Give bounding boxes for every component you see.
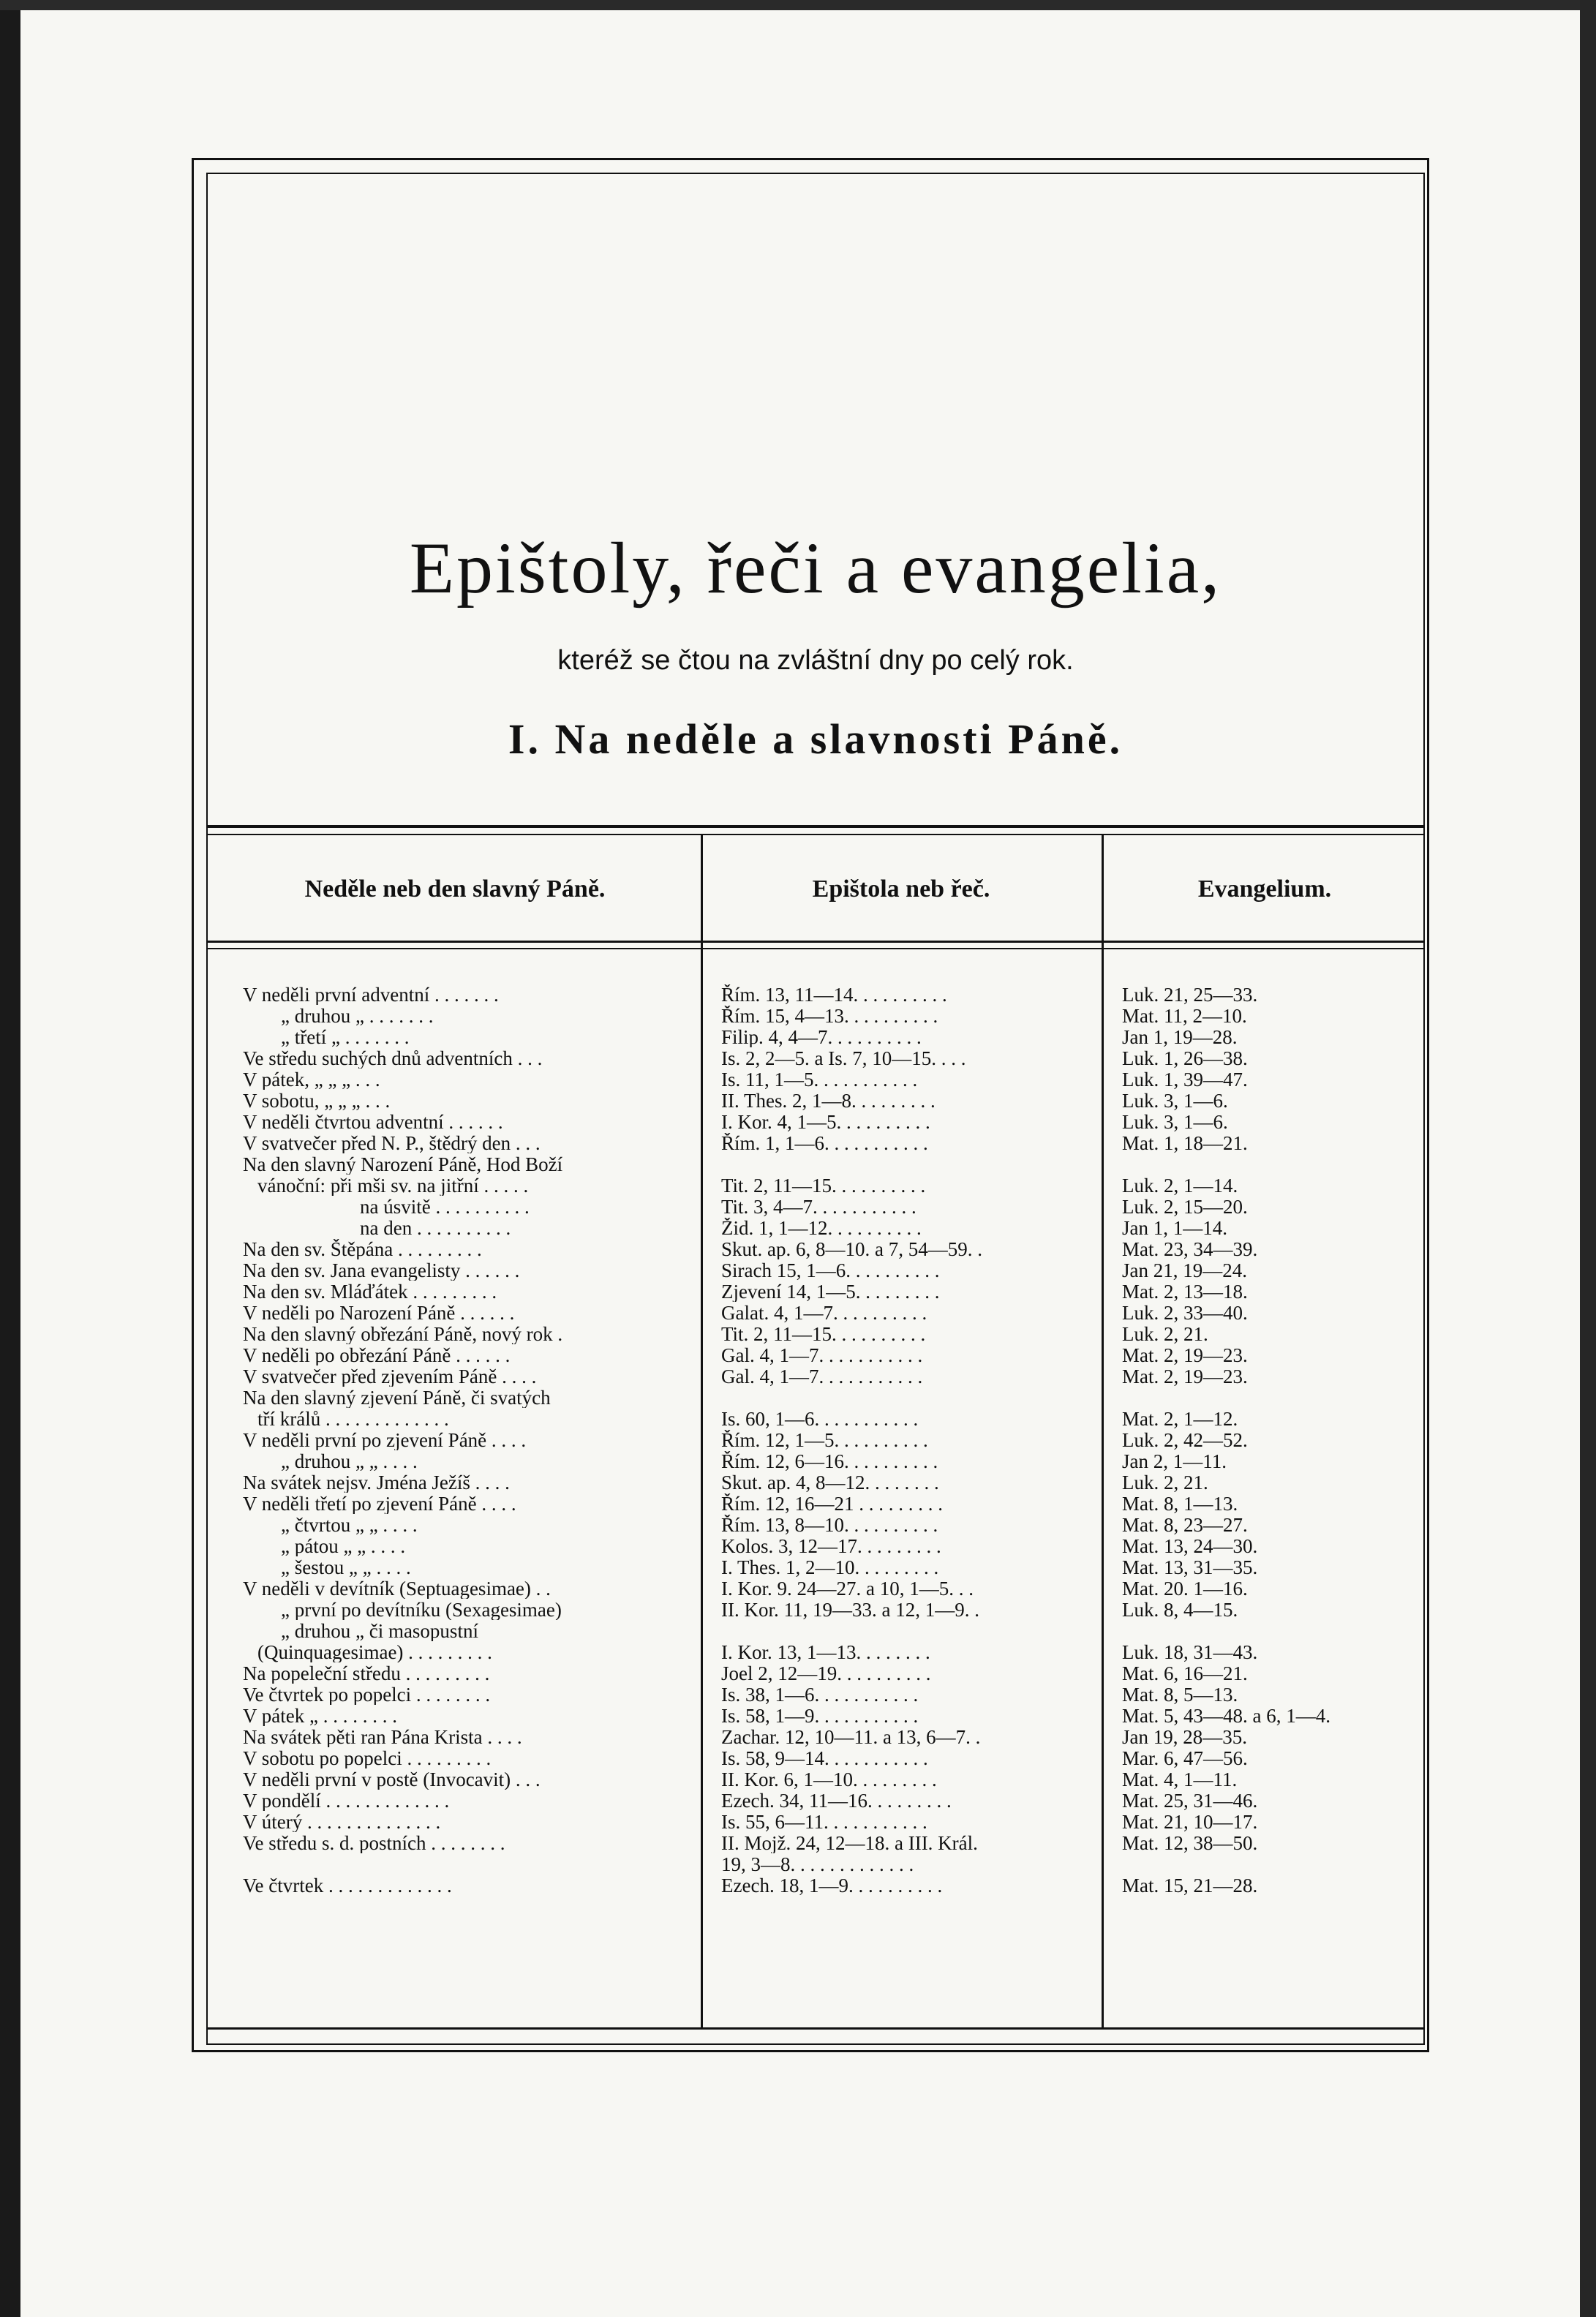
row-gospel-cell: Mat. 6, 16—21.	[1122, 1663, 1248, 1684]
row-day-cell: V sobotu po popelci . . . . . . . . .	[243, 1748, 492, 1768]
row-day-cell: V svatvečer před N. P., štědrý den . . .	[243, 1133, 541, 1153]
row-epistle-cell: Is. 38, 1—6. . . . . . . . . . .	[721, 1684, 919, 1705]
row-epistle-cell: Řím. 13, 11—14. . . . . . . . . .	[721, 984, 947, 1005]
column-divider-2	[1102, 835, 1104, 2029]
row-epistle-cell: 19, 3—8. . . . . . . . . . . . .	[721, 1854, 914, 1875]
header-rule-top	[206, 825, 1425, 828]
row-day-cell: „ druhou „ či masopustní	[281, 1621, 478, 1641]
row-day-cell: V neděli první v postě (Invocavit) . . .	[243, 1769, 541, 1790]
row-day-cell: V neděli v devítník (Septuagesimae) . .	[243, 1578, 551, 1599]
row-gospel-cell: Mat. 2, 19—23.	[1122, 1366, 1248, 1387]
row-day-cell: „ pátou „ „ . . . .	[281, 1536, 406, 1556]
row-epistle-cell: Is. 60, 1—6. . . . . . . . . . .	[721, 1409, 919, 1429]
row-gospel-cell: Luk. 1, 39—47.	[1122, 1069, 1248, 1090]
row-gospel-cell: Mat. 2, 13—18.	[1122, 1281, 1248, 1302]
row-day-cell: V neděli po obřezání Páně . . . . . .	[243, 1345, 511, 1365]
row-day-cell: „ druhou „ „ . . . .	[281, 1451, 418, 1472]
row-day-cell: Na den slavný Narození Páně, Hod Boží	[243, 1154, 563, 1175]
row-day-cell: Na den sv. Štěpána . . . . . . . . .	[243, 1239, 482, 1259]
row-epistle-cell: Is. 58, 1—9. . . . . . . . . . .	[721, 1706, 919, 1726]
row-epistle-cell: Skut. ap. 4, 8—12. . . . . . . .	[721, 1472, 939, 1493]
row-gospel-cell: Luk. 2, 21.	[1122, 1324, 1208, 1344]
scan-edge-left	[0, 0, 20, 2317]
row-epistle-cell: II. Mojž. 24, 12—18. a III. Král.	[721, 1833, 978, 1853]
row-epistle-cell: I. Kor. 4, 1—5. . . . . . . . . .	[721, 1112, 930, 1132]
row-day-cell: Na svátek nejsv. Jména Ježíš . . . .	[243, 1472, 510, 1493]
row-day-cell: V neděli první adventní . . . . . . .	[243, 984, 499, 1005]
row-epistle-cell: Sirach 15, 1—6. . . . . . . . . .	[721, 1260, 940, 1281]
row-gospel-cell: Mat. 4, 1—11.	[1122, 1769, 1238, 1790]
row-gospel-cell: Jan 2, 1—11.	[1122, 1451, 1227, 1472]
row-epistle-cell: Is. 55, 6—11. . . . . . . . . . .	[721, 1812, 927, 1832]
row-epistle-cell: II. Thes. 2, 1—8. . . . . . . . .	[721, 1090, 936, 1111]
row-day-cell: V neděli po Narození Páně . . . . . .	[243, 1303, 515, 1323]
row-day-cell: Na den slavný zjevení Páně, či svatých	[243, 1387, 551, 1408]
row-day-cell: (Quinquagesimae) . . . . . . . . .	[257, 1642, 492, 1662]
header-rule-bottom	[206, 941, 1425, 943]
row-gospel-cell: Jan 19, 28—35.	[1122, 1727, 1247, 1747]
row-epistle-cell: I. Thes. 1, 2—10. . . . . . . . .	[721, 1557, 939, 1578]
row-epistle-cell: Zjevení 14, 1—5. . . . . . . . .	[721, 1281, 940, 1302]
row-epistle-cell: II. Kor. 11, 19—33. a 12, 1—9. .	[721, 1600, 979, 1620]
row-day-cell: „ šestou „ „ . . . .	[281, 1557, 411, 1578]
row-gospel-cell: Luk. 18, 31—43.	[1122, 1642, 1258, 1662]
row-day-cell: „ čtvrtou „ „ . . . .	[281, 1515, 418, 1535]
row-gospel-cell: Mat. 2, 19—23.	[1122, 1345, 1248, 1365]
row-gospel-cell: Luk. 2, 33—40.	[1122, 1303, 1248, 1323]
row-epistle-cell: Řím. 1, 1—6. . . . . . . . . . .	[721, 1133, 928, 1153]
row-epistle-cell: Is. 2, 2—5. a Is. 7, 10—15. . . .	[721, 1048, 966, 1069]
row-gospel-cell: Jan 1, 19—28.	[1122, 1027, 1238, 1047]
row-day-cell: V úterý . . . . . . . . . . . . . .	[243, 1812, 441, 1832]
column-header-gospel: Evangelium.	[1197, 875, 1332, 903]
row-epistle-cell: Řím. 12, 16—21 . . . . . . . . .	[721, 1493, 944, 1514]
column-header-epistle: Epištola neb řeč.	[812, 875, 990, 903]
row-day-cell: Na den sv. Mláďátek . . . . . . . . .	[243, 1281, 497, 1302]
row-day-cell: tří králů . . . . . . . . . . . . .	[257, 1409, 449, 1429]
row-gospel-cell: Mat. 8, 5—13.	[1122, 1684, 1238, 1705]
row-gospel-cell: Mat. 15, 21—28.	[1122, 1875, 1258, 1896]
row-gospel-cell: Luk. 3, 1—6.	[1122, 1112, 1228, 1132]
row-gospel-cell: Luk. 21, 25—33.	[1122, 984, 1258, 1005]
table-rule-bottom	[206, 2027, 1425, 2030]
row-epistle-cell: Is. 58, 9—14. . . . . . . . . . .	[721, 1748, 928, 1768]
row-day-cell: „ třetí „ . . . . . . .	[281, 1027, 410, 1047]
row-epistle-cell: Tit. 2, 11—15. . . . . . . . . .	[721, 1175, 926, 1196]
row-epistle-cell: Ezech. 34, 11—16. . . . . . . . .	[721, 1790, 952, 1811]
row-epistle-cell: Řím. 12, 1—5. . . . . . . . . .	[721, 1430, 928, 1450]
scan-edge-right	[1580, 0, 1596, 2317]
row-day-cell: Ve čtvrtek . . . . . . . . . . . . .	[243, 1875, 452, 1896]
row-gospel-cell: Luk. 2, 42—52.	[1122, 1430, 1248, 1450]
row-epistle-cell: Tit. 3, 4—7. . . . . . . . . . .	[721, 1197, 916, 1217]
row-day-cell: na úsvitě . . . . . . . . . .	[360, 1197, 530, 1217]
row-day-cell: Ve středu s. d. postních . . . . . . . .	[243, 1833, 505, 1853]
row-gospel-cell: Mat. 20. 1—16.	[1122, 1578, 1248, 1599]
row-gospel-cell: Luk. 2, 15—20.	[1122, 1197, 1248, 1217]
row-day-cell: V svatvečer před zjevením Páně . . . .	[243, 1366, 537, 1387]
row-epistle-cell: Filip. 4, 4—7. . . . . . . . . .	[721, 1027, 922, 1047]
row-day-cell: Na den sv. Jana evangelisty . . . . . .	[243, 1260, 520, 1281]
row-day-cell: „ první po devítníku (Sexagesimae)	[281, 1600, 562, 1620]
row-epistle-cell: Kolos. 3, 12—17. . . . . . . . .	[721, 1536, 941, 1556]
row-gospel-cell: Mar. 6, 47—56.	[1122, 1748, 1248, 1768]
row-gospel-cell: Mat. 8, 23—27.	[1122, 1515, 1248, 1535]
row-epistle-cell: Is. 11, 1—5. . . . . . . . . . .	[721, 1069, 918, 1090]
row-epistle-cell: II. Kor. 6, 1—10. . . . . . . . .	[721, 1769, 937, 1790]
row-day-cell: V pondělí . . . . . . . . . . . . .	[243, 1790, 450, 1811]
row-day-cell: V neděli třetí po zjevení Páně . . . .	[243, 1493, 516, 1514]
row-gospel-cell: Mat. 13, 24—30.	[1122, 1536, 1258, 1556]
row-day-cell: V neděli první po zjevení Páně . . . .	[243, 1430, 527, 1450]
row-gospel-cell: Mat. 11, 2—10.	[1122, 1006, 1247, 1026]
row-epistle-cell: I. Kor. 9. 24—27. a 10, 1—5. . .	[721, 1578, 974, 1599]
page-title: Epištoly, řeči a evangelia,	[409, 527, 1222, 609]
row-epistle-cell: Žid. 1, 1—12. . . . . . . . . .	[721, 1218, 922, 1238]
row-day-cell: Ve čtvrtek po popelci . . . . . . . .	[243, 1684, 491, 1705]
row-gospel-cell: Jan 1, 1—14.	[1122, 1218, 1227, 1238]
column-header-day: Neděle neb den slavný Páně.	[304, 875, 606, 903]
row-gospel-cell: Luk. 2, 1—14.	[1122, 1175, 1238, 1196]
row-day-cell: vánoční: při mši sv. na jitřní . . . . .	[257, 1175, 529, 1196]
row-gospel-cell: Mat. 2, 1—12.	[1122, 1409, 1238, 1429]
row-epistle-cell: Řím. 12, 6—16. . . . . . . . . .	[721, 1451, 938, 1472]
row-gospel-cell: Mat. 12, 38—50.	[1122, 1833, 1258, 1853]
row-day-cell: V pátek „ . . . . . . . .	[243, 1706, 397, 1726]
header-rule-top-thin	[206, 834, 1425, 835]
row-day-cell: Na den slavný obřezání Páně, nový rok .	[243, 1324, 563, 1344]
row-day-cell: V pátek, „ „ „ . . .	[243, 1069, 380, 1090]
row-day-cell: „ druhou „ . . . . . . .	[281, 1006, 434, 1026]
row-epistle-cell: Zachar. 12, 10—11. a 13, 6—7. .	[721, 1727, 981, 1747]
row-epistle-cell: I. Kor. 13, 1—13. . . . . . . .	[721, 1642, 930, 1662]
row-gospel-cell: Mat. 1, 18—21.	[1122, 1133, 1248, 1153]
row-epistle-cell: Joel 2, 12—19. . . . . . . . . .	[721, 1663, 931, 1684]
row-gospel-cell: Luk. 3, 1—6.	[1122, 1090, 1228, 1111]
row-gospel-cell: Luk. 8, 4—15.	[1122, 1600, 1238, 1620]
row-gospel-cell: Mat. 8, 1—13.	[1122, 1493, 1238, 1514]
row-gospel-cell: Jan 21, 19—24.	[1122, 1260, 1247, 1281]
row-day-cell: Na svátek pěti ran Pána Krista . . . .	[243, 1727, 522, 1747]
header-rule-bottom-thin	[206, 948, 1425, 949]
row-gospel-cell: Luk. 2, 21.	[1122, 1472, 1208, 1493]
row-epistle-cell: Řím. 13, 8—10. . . . . . . . . .	[721, 1515, 938, 1535]
row-day-cell: V sobotu, „ „ „ . . .	[243, 1090, 391, 1111]
row-epistle-cell: Gal. 4, 1—7. . . . . . . . . . .	[721, 1366, 923, 1387]
row-epistle-cell: Ezech. 18, 1—9. . . . . . . . . .	[721, 1875, 943, 1896]
row-gospel-cell: Mat. 23, 34—39.	[1122, 1239, 1258, 1259]
scan-edge-top	[0, 0, 1596, 10]
row-epistle-cell: Řím. 15, 4—13. . . . . . . . . .	[721, 1006, 938, 1026]
row-day-cell: Na popeleční středu . . . . . . . . .	[243, 1663, 490, 1684]
row-gospel-cell: Mat. 5, 43—48. a 6, 1—4.	[1122, 1706, 1330, 1726]
row-epistle-cell: Galat. 4, 1—7. . . . . . . . . .	[721, 1303, 927, 1323]
row-day-cell: V neděli čtvrtou adventní . . . . . .	[243, 1112, 503, 1132]
row-gospel-cell: Mat. 25, 31—46.	[1122, 1790, 1258, 1811]
row-gospel-cell: Luk. 1, 26—38.	[1122, 1048, 1248, 1069]
row-epistle-cell: Gal. 4, 1—7. . . . . . . . . . .	[721, 1345, 923, 1365]
row-day-cell: Ve středu suchých dnů adventních . . .	[243, 1048, 543, 1069]
row-day-cell: na den . . . . . . . . . .	[360, 1218, 511, 1238]
section-heading: I. Na neděle a slavnosti Páně.	[508, 715, 1123, 763]
page-subtitle: kteréž se čtou na zvláštní dny po celý rok.	[557, 645, 1074, 676]
row-gospel-cell: Mat. 21, 10—17.	[1122, 1812, 1258, 1832]
row-epistle-cell: Tit. 2, 11—15. . . . . . . . . .	[721, 1324, 926, 1344]
row-epistle-cell: Skut. ap. 6, 8—10. a 7, 54—59. .	[721, 1239, 982, 1259]
row-gospel-cell: Mat. 13, 31—35.	[1122, 1557, 1258, 1578]
